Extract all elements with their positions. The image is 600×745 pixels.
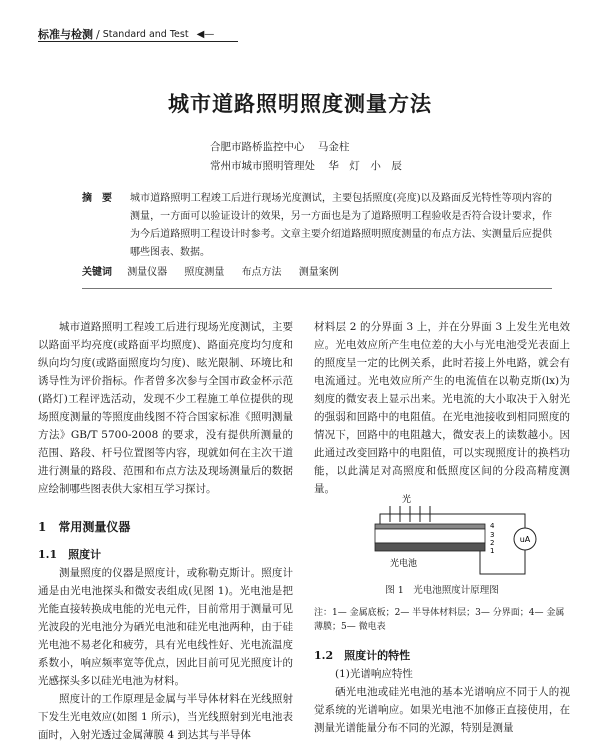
keywords-label: 关键词 bbox=[82, 267, 112, 278]
figure-light-label: 光 bbox=[402, 495, 412, 505]
semiconductor-layer bbox=[375, 529, 485, 543]
keyword: 测量仪器 bbox=[127, 267, 168, 278]
paragraph: 测量照度的仪器是照度计，或称勒克斯计。照度计通是由光电池探头和微安表组成(见图 1)。光电池是把光能直接转换成电能的光电元件，目前常用于测量可见光波段的光电池分为硒光电池和硅光电池两种，由于硅光电池不易老化和疲劳，具有光电线性好、光电流温度系数小，响应频率宽等优点，因此目前可见光照度计的光感探头多以硅光电池为材料。 bbox=[38, 567, 293, 687]
author-line bbox=[210, 157, 402, 176]
header-section-en: Standard and Test bbox=[102, 28, 189, 40]
figure-num: 4 bbox=[490, 522, 495, 530]
figure-caption: 图 1 光电池照度计原理图 bbox=[385, 585, 499, 596]
author-line bbox=[210, 138, 402, 157]
abstract-text: 城市道路照明工程竣工后进行现场光度测试，主要包括照度(亮度)以及路面反光特性等项内容的测量，一方面可以验证设计的效果，另一方面也是为了道路照明工程验收是否符合设计要求，作为今后道路照明工程设计时参考。文章主要介绍道路照明照度测量的布点方法、实测量后应提供哪些图表、数据。 bbox=[130, 193, 552, 258]
keywords bbox=[82, 263, 353, 278]
section-heading-1: 1 常用测量仪器 bbox=[38, 520, 131, 534]
author-org: 常州市城市照明管理处 bbox=[210, 160, 315, 172]
figure-photocell-diagram bbox=[350, 492, 550, 582]
header-rule bbox=[38, 41, 238, 42]
keyword: 布点方法 bbox=[241, 267, 282, 278]
running-header bbox=[38, 26, 214, 42]
author-org: 合肥市路桥监控中心 bbox=[210, 141, 305, 153]
figure-num: 2 bbox=[490, 539, 495, 547]
author-block bbox=[210, 138, 402, 176]
metal-base bbox=[375, 543, 485, 551]
keyword: 测量案例 bbox=[298, 267, 339, 278]
left-column bbox=[38, 318, 293, 744]
figure-note: 注：1— 金属底板；2— 半导体材料层；3— 分界面；4— 金属薄膜；5— 微电表 bbox=[314, 608, 565, 632]
author-name: 马金柱 bbox=[317, 141, 350, 153]
right-column bbox=[314, 318, 570, 498]
subsection-heading-1-2: 1.2 照度计的特性 bbox=[314, 649, 411, 662]
right-column-lower bbox=[314, 645, 570, 737]
abstract bbox=[82, 190, 552, 262]
intro-paragraph: 城市道路照明工程竣工后进行现场光度测试，主要以路面平均亮度(或路面平均照度)、路面亮度均匀度和纵向均匀度(或路面照度均匀度)、眩光限制、环境比和诱导性为评价指标。作者曾多次参与全国市政金杯示范(路灯)工程评选活动，发现不少工程施工单位提供的现场照度测量的等照度曲线图不符合国家标准《照明测量方法》GB/T 5700-2008 的要求，没有提供所测量的范围、路段、杆号位置图等内容，现就如何在主次干道进行测量的路段、范围和布点方法及现场测量后的数据应绘制哪些图表供大家相互学习探讨。 bbox=[38, 321, 293, 495]
header-slash: / bbox=[96, 27, 100, 41]
keyword: 照度测量 bbox=[184, 267, 225, 278]
paragraph: 材料层 2 的分界面 3 上，并在分界面 3 上发生光电效应。光电效应所产生电位差的大小与光电池受光表面上的照度呈一定的比例关系，此时若接上外电路，就会有电流通过。光电效应所产生的电流值在以勒克斯(lx)为刻度的微安表上显示出来。光电流的大小取决于入射光的强弱和回路中的电阻值。在光电池接收到相同照度的情况下，回路中的电阻越大，微安表上的读数越小。因此通过改变回路中的电阻值，可以实现照度计的换档功能，以此满足对高照度和低照度区间的分段高精度测量。 bbox=[314, 321, 570, 495]
section-divider bbox=[82, 288, 552, 289]
figure-num: 3 bbox=[490, 531, 495, 539]
sub-heading: (1)光谱响应特性 bbox=[335, 668, 413, 680]
abstract-label: 摘 要 bbox=[82, 193, 112, 204]
paragraph: 硒光电池或硅光电池的基本光谱响应不同于人的视觉系统的光谱响应。如果光电池不加修正直接使用，在测量光谱能量分布不同的光源，特别是测量 bbox=[314, 686, 570, 734]
paragraph: 照度计的工作原理是金属与半导体材料在光线照射下发生光电效应(如图 1 所示)，当光线照射到光电池表面时，入射光透过金属薄膜 4 到达其与半导体 bbox=[38, 693, 293, 741]
author-name: 华 灯 小 辰 bbox=[328, 160, 402, 172]
circuit-wire-bottom bbox=[480, 550, 525, 574]
figure-cell-label: 光电池 bbox=[390, 559, 418, 569]
metal-film bbox=[375, 524, 485, 529]
figure-num: 1 bbox=[490, 547, 495, 555]
figure-ua-label: uA bbox=[519, 535, 531, 544]
header-arrow-icon: ◀— bbox=[196, 28, 215, 40]
header-section: 标准与检测 bbox=[38, 28, 93, 41]
paper-title: 城市道路照明照度测量方法 bbox=[168, 91, 432, 116]
subsection-heading-1-1: 1.1 照度计 bbox=[38, 548, 102, 561]
